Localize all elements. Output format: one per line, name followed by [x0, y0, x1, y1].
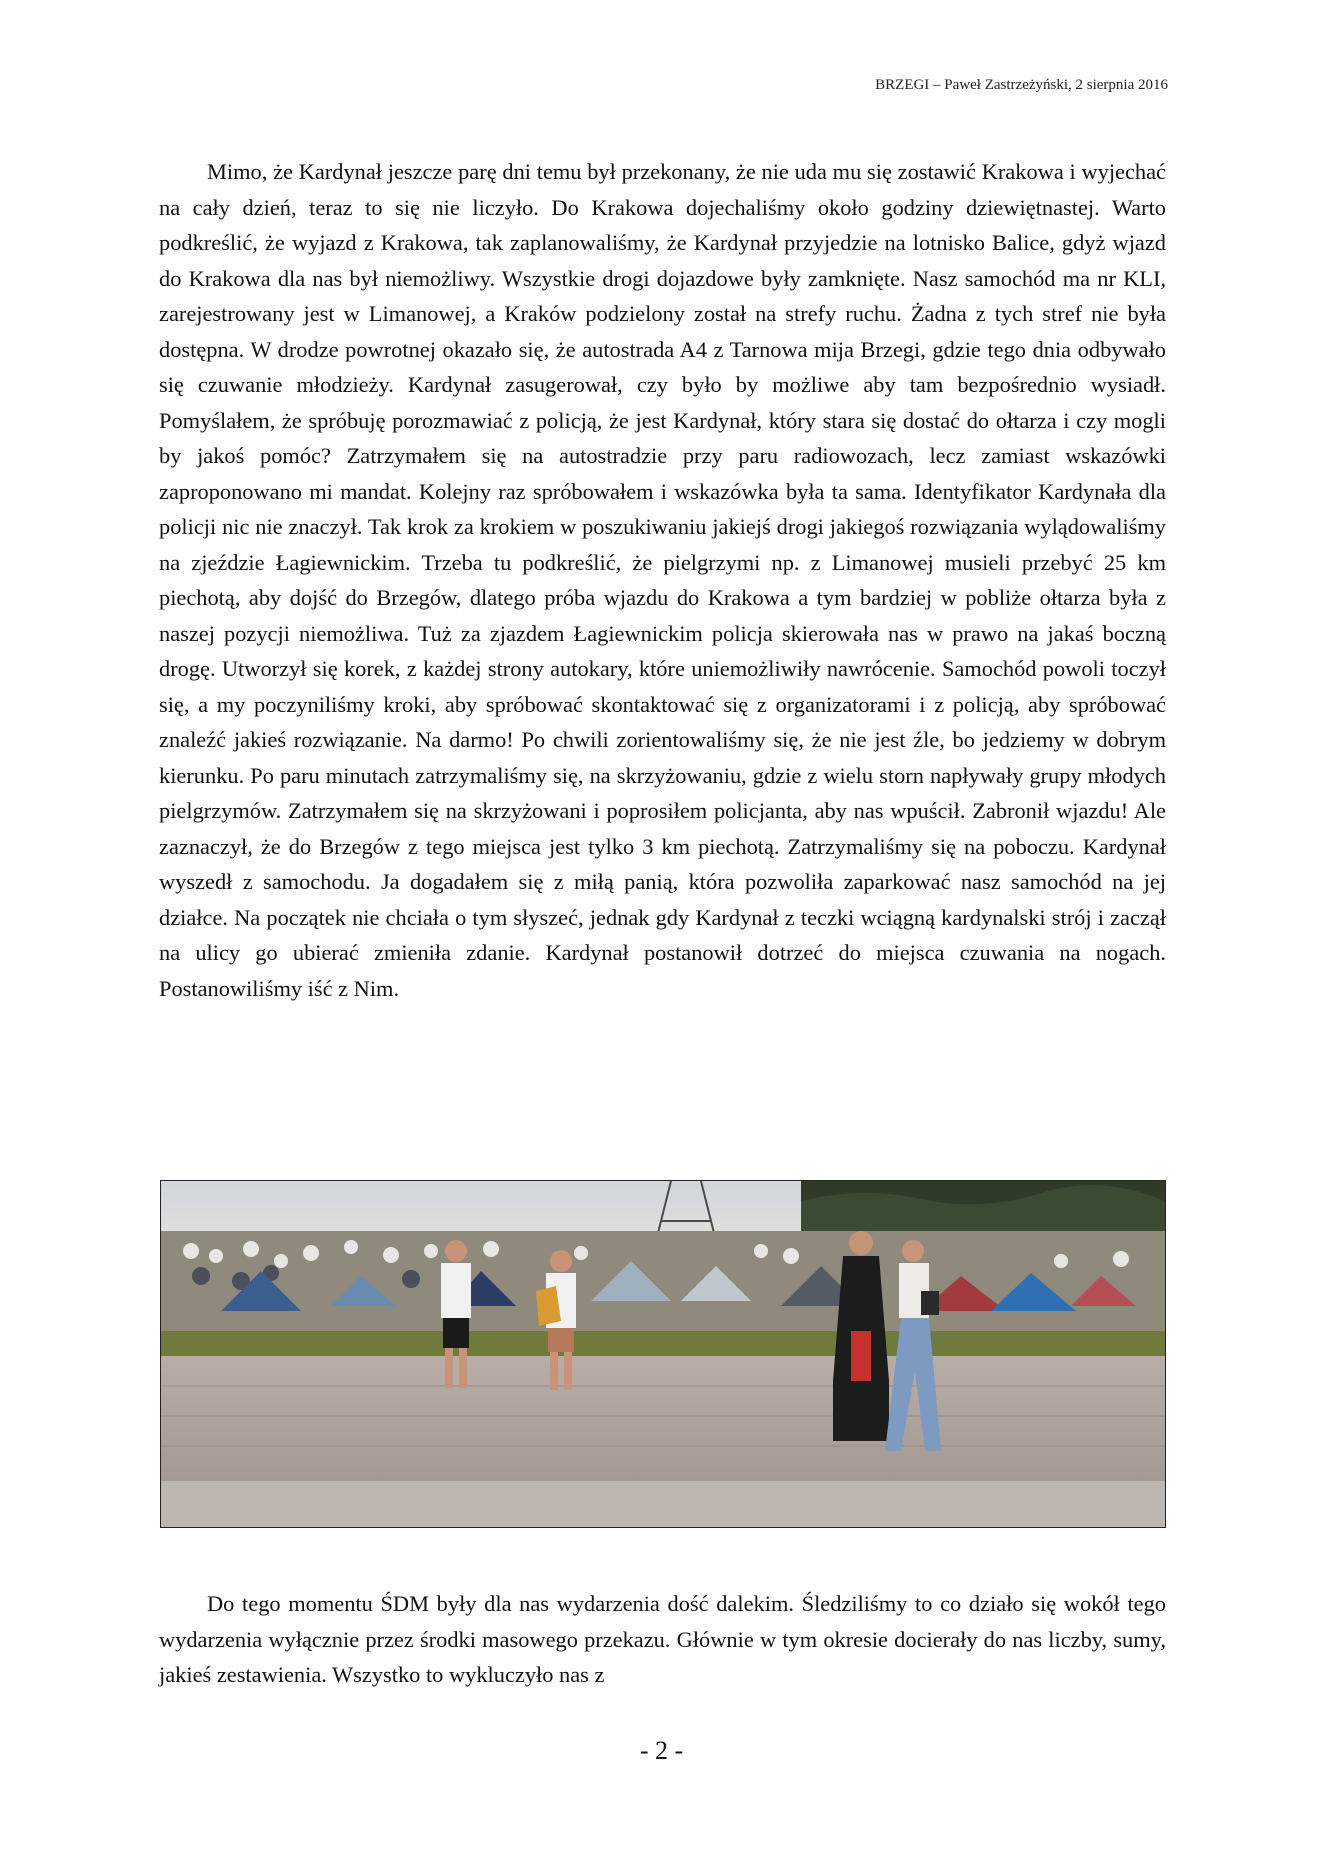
page-header: BRZEGI – Paweł Zastrzeżyński, 2 sierpnia 2016 [875, 77, 1168, 93]
page-number: - 2 - [639, 1736, 684, 1765]
curb [161, 1481, 1165, 1527]
photo-cardinal-walking [160, 1180, 1166, 1528]
grass-verge [161, 1331, 1165, 1359]
paved-path [161, 1356, 1165, 1486]
paragraph-2: Do tego momentu ŚDM były dla nas wydarzenia dość dalekim. Śledziliśmy to co działo się wokół tego wydarzenia wyłącznie przez środki masowego przekazu. Głównie w tym okresie docierały do nas liczby, sumy, jakieś zestawienia. Wszystko to wykluczyło nas z [159, 1591, 1166, 1687]
paragraph-1: Mimo, że Kardynał jeszcze parę dni temu był przekonany, że nie uda mu się zostawić Krakowa i wyjechać na cały dzień, teraz to się nie liczyło. Do Krakowa dojechaliśmy około godziny dziewiętnastej. Warto podkreślić, że wyjazd z Krakowa, tak zaplanowaliśmy, że Kardynał przyjedzie na lotnisko Balice, gdyż wjazd do Krakowa dla nas był niemożliwy. Wszystkie drogi dojazdowe były zamknięte. Nasz samochód ma nr KLI, zarejestrowany jest w Limanowej, a Kraków podzielony został na strefy ruchu. Żadna z tych stref nie była dostępna. W drodze powrotnej okazało się, że autostrada A4 z Tarnowa mija Brzegi, gdzie tego dnia odbywało się czuwanie młodzieży. Kardynał zasugerował, czy było by możliwe aby tam bezpośrednio wysiadł. Pomyślałem, że spróbuję porozmawiać z policją, że jest Kardynał, który stara się dostać do ołtarza i czy mogli by jakoś pomóc? Zatrzymałem się na autostradzie przy paru radiowozach, lecz zamiast wskazówki zaproponowano mi mandat. Kolejny raz spróbowałem i wskazówka była ta sama. Identyfikator Kardynała dla policji nic nie znaczył. Tak krok za krokiem w poszukiwaniu jakiejś drogi jakiegoś rozwiązania wylądowaliśmy na zjeździe Łagiewnickim. Trzeba tu podkreślić, że pielgrzymi np. z Limanowej musieli przebyć 25 km piechotą, aby dojść do Brzegów, dlatego próba wjazdu do Krakowa a tym bardziej w pobliże ołtarza była z naszej pozycji niemożliwa. Tuż za zjazdem Łagiewnickim policja skierowała nas w prawo na jakaś boczną drogę. Utworzył się korek, z każdej strony autokary, które uniemożliwiły nawrócenie. Samochód powoli toczył się, a my poczyniliśmy kroki, aby spróbować skontaktować się z organizatorami i z policją, aby spróbować znaleźć jakieś rozwiązanie. Na darmo! Po chwili zorientowaliśmy się, że nie jest źle, bo jedziemy w dobrym kierunku. Po paru minutach zatrzymaliśmy się, na skrzyżowaniu, gdzie z wielu storn napływały grupy młodych pielgrzymów. Zatrzymałem się na skrzyżowani i poprosiłem policjanta, aby nas wpuścił. Zabronił wjazdu! Ale zaznaczył, że do Brzegów z tego miejsca jest tylko 3 km piechotą. Zatrzymaliśmy się na poboczu. Kardynał wyszedł z samochodu. Ja dogadałem się z miłą panią, która pozwoliła zaparkować nasz samochód na jej działce. Na początek nie chciała o tym słyszeć, jednak gdy Kardynał z teczki wciągną kardynalski strój i zaczął na ulicy go ubierać zmieniła zdanie. Kardynał postanowił dotrzeć do miejsca czuwania na nogach. Postanowiliśmy iść z Nim. [159, 159, 1166, 1001]
